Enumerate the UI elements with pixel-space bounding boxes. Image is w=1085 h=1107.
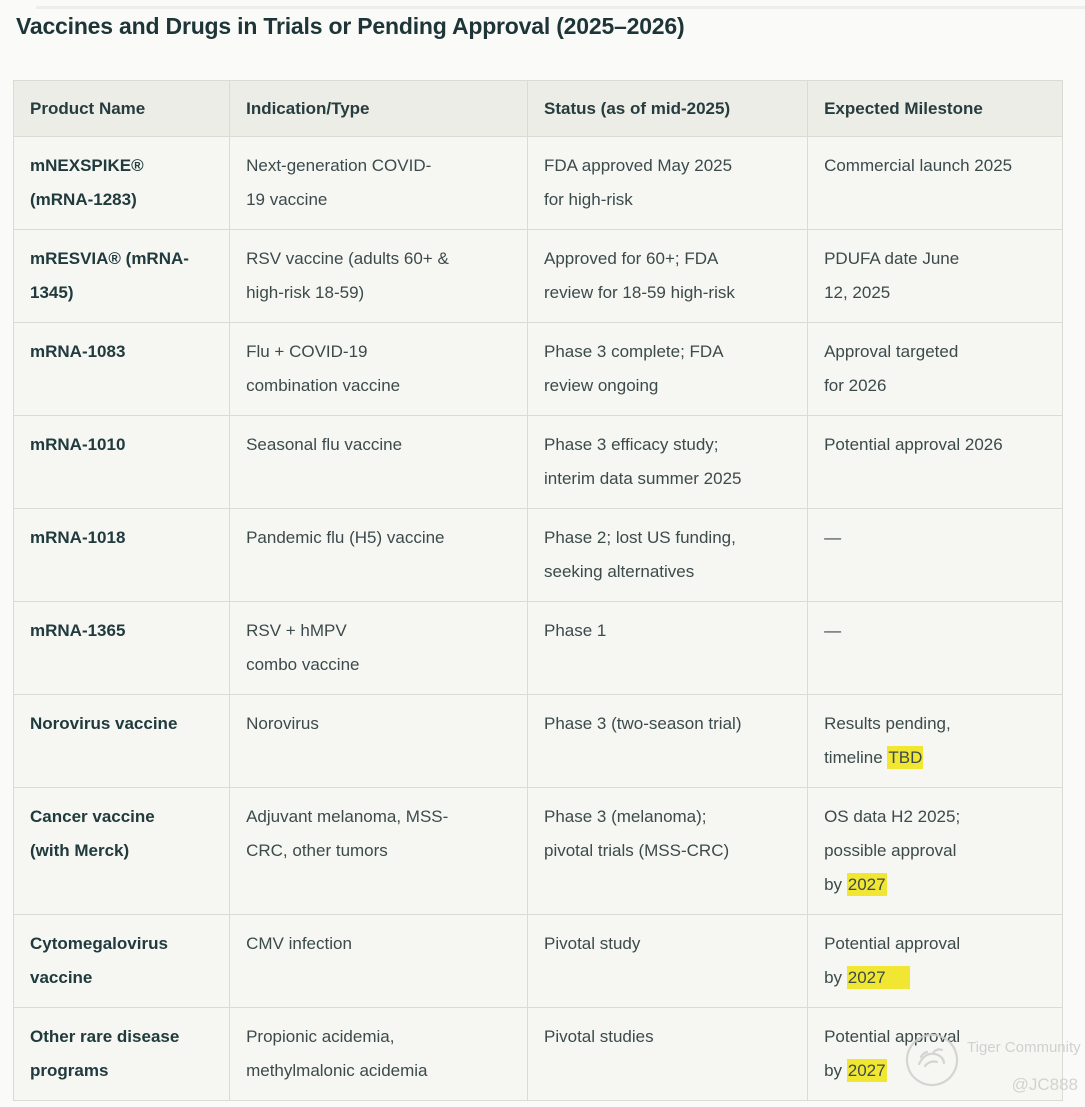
indication-cell [230,602,528,695]
highlighted-text: 2027 [847,968,910,987]
status-cell [528,137,808,230]
cell-text: Flu + COVID-19 [246,342,368,361]
cell-text: interim data summer 2025 [544,469,742,488]
cell-text: for high-risk [544,190,633,209]
cell-text: Phase 1 [544,621,607,640]
cell-text: Next-generation COVID- [246,156,432,175]
table-row [14,602,1063,695]
cell-text: Potential approval 2026 [824,435,1003,454]
vaccines-drugs-table [13,80,1063,1101]
cell-text: — [824,621,842,640]
product-cell [14,323,230,416]
product-cell [14,416,230,509]
status-cell [528,788,808,915]
cell-text: Phase 2; lost US funding, [544,528,736,547]
status-cell [528,695,808,788]
product-cell [14,137,230,230]
cell-text: Phase 3 (melanoma); [544,807,707,826]
table-header [14,81,1063,137]
header-product-name: Product Name [14,81,230,137]
cell-text: Seasonal flu vaccine [246,435,403,454]
status-cell [528,509,808,602]
cell-text: — [824,528,842,547]
status-cell [528,323,808,416]
indication-cell [230,230,528,323]
cell-text: methylmalonic acidemia [246,1061,428,1080]
cell-text: (mRNA-1283) [30,190,137,209]
table-row [14,509,1063,602]
milestone-cell [808,1008,1063,1101]
watermark-handle-text: @JC888 [1011,1075,1078,1094]
product-cell [14,915,230,1008]
cell-text: Approval targeted [824,342,959,361]
table-row [14,323,1063,416]
cell-text: RSV + hMPV [246,621,347,640]
cell-text: possible approval [824,841,957,860]
table-body [14,137,1063,1101]
cell-text: RSV vaccine (adults 60+ & [246,249,449,268]
cell-text: CMV infection [246,934,352,953]
status-cell [528,230,808,323]
status-cell [528,915,808,1008]
highlighted-text: 2027 [847,875,886,894]
cell-text: 12, 2025 [824,283,891,302]
product-cell [14,602,230,695]
cell-text: Phase 3 complete; FDA [544,342,724,361]
cell-text: mRNA-1010 [30,435,126,454]
cell-text: mRNA-1365 [30,621,126,640]
cell-text: for 2026 [824,376,887,395]
cell-text: PDUFA date June [824,249,960,268]
cell-text: review ongoing [544,376,659,395]
cell-text: Approved for 60+; FDA [544,249,719,268]
cell-text: vaccine [30,968,93,987]
cell-text: Other rare disease [30,1027,180,1046]
indication-cell [230,509,528,602]
cell-text: by [824,875,847,894]
indication-cell [230,695,528,788]
cell-text: FDA approved May 2025 [544,156,733,175]
status-cell [528,602,808,695]
header-expected-milestone: Expected Milestone [808,81,1063,137]
cell-text: Cytomegalovirus [30,934,168,953]
indication-cell [230,137,528,230]
cell-text: Commercial launch 2025 [824,156,1013,175]
highlighted-text: TBD [888,748,923,767]
milestone-cell [808,323,1063,416]
cell-text: Results pending, [824,714,951,733]
cell-text: 19 vaccine [246,190,328,209]
cell-text: Cancer vaccine [30,807,155,826]
table-row [14,230,1063,323]
milestone-cell [808,509,1063,602]
table-row [14,788,1063,915]
cell-text: Norovirus vaccine [30,714,178,733]
cell-text: mRNA-1018 [30,528,126,547]
cell-text: Potential approval [824,1027,961,1046]
cell-text: Pivotal study [544,934,641,953]
indication-cell [230,1008,528,1101]
header-row [14,81,1063,137]
cell-text: combo vaccine [246,655,360,674]
cell-text: by [824,968,847,987]
cell-text: programs [30,1061,109,1080]
page-title: Vaccines and Drugs in Trials or Pending Approval (2025–2026) [16,13,685,39]
cell-text: mNEXSPIKE® [30,156,144,175]
header-status: Status (as of mid-2025) [528,81,808,137]
cell-text: timeline [824,748,888,767]
cell-text: (with Merck) [30,841,130,860]
milestone-cell [808,695,1063,788]
table-row [14,1008,1063,1101]
indication-cell [230,915,528,1008]
table-row [14,416,1063,509]
product-cell [14,1008,230,1101]
cell-text: Norovirus [246,714,319,733]
cell-text: Adjuvant melanoma, MSS- [246,807,449,826]
watermark-brand-text: Tiger Community [967,1039,1081,1056]
header-indication-type: Indication/Type [230,81,528,137]
product-cell [14,509,230,602]
milestone-cell [808,915,1063,1008]
milestone-cell [808,137,1063,230]
milestone-cell [808,416,1063,509]
cell-text: Potential approval [824,934,961,953]
status-cell [528,416,808,509]
status-cell [528,1008,808,1101]
cell-text: Phase 3 efficacy study; [544,435,719,454]
table-row [14,695,1063,788]
cell-text: by [824,1061,847,1080]
milestone-cell [808,230,1063,323]
table-row [14,915,1063,1008]
milestone-cell [808,788,1063,915]
cell-text: combination vaccine [246,376,401,395]
product-cell [14,788,230,915]
indication-cell [230,323,528,416]
cell-text: pivotal trials (MSS-CRC) [544,841,730,860]
top-divider [36,6,1085,9]
table-row [14,137,1063,230]
cell-text: Pandemic flu (H5) vaccine [246,528,445,547]
indication-cell [230,416,528,509]
highlighted-text: 2027 [847,1061,886,1080]
cell-text: mRNA-1083 [30,342,126,361]
cell-text: review for 18-59 high-risk [544,283,735,302]
cell-text: Propionic acidemia, [246,1027,395,1046]
cell-text: seeking alternatives [544,562,695,581]
cell-text: Phase 3 (two-season trial) [544,714,742,733]
cell-text: high-risk 18-59) [246,283,365,302]
product-cell [14,230,230,323]
cell-text: OS data H2 2025; [824,807,961,826]
cell-text: CRC, other tumors [246,841,388,860]
indication-cell [230,788,528,915]
milestone-cell [808,602,1063,695]
cell-text: 1345) [30,283,74,302]
product-cell [14,695,230,788]
cell-text: Pivotal studies [544,1027,654,1046]
cell-text: mRESVIA® (mRNA- [30,249,189,268]
